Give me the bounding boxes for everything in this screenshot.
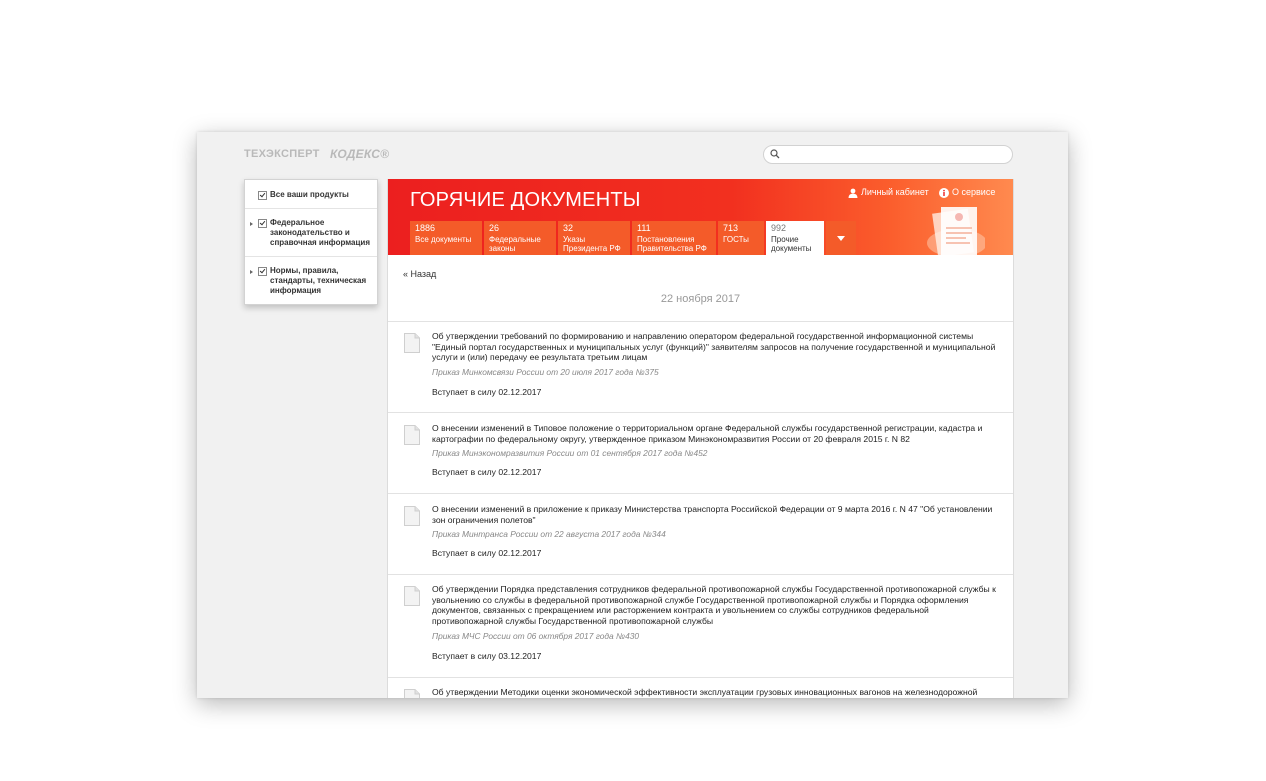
file-icon (404, 689, 420, 698)
divider (388, 412, 1013, 413)
document-title-link[interactable]: Об утверждении требований по формированию и направлению оператором федеральной государственной информационной системы "Единый портал государственных и муниципальных услуг (функций)" заявителям запросов на получение государственной и муниципальной услуги и (или) передачу ее результата третьим лицам (432, 331, 996, 363)
product-filter-panel (244, 179, 378, 305)
tab-count: 992 (771, 223, 787, 233)
checkbox[interactable] (258, 219, 267, 228)
expand-arrow-icon[interactable] (250, 270, 253, 274)
tab-president-decrees[interactable] (558, 221, 630, 255)
account-label: Личный кабинет (861, 187, 929, 197)
info-icon (939, 188, 949, 198)
tab-label: Все документы (415, 235, 472, 244)
sidebar-item-label: Все ваши продукты (270, 190, 349, 199)
divider (388, 321, 1013, 322)
document-title-link[interactable]: О внесении изменений в приложение к приказу Министерства транспорта Российской Федерации от 9 марта 2016 г. N 47 "Об установлении зон ограничения полетов" (432, 504, 993, 525)
top-bar (197, 132, 1068, 176)
document-title-link[interactable]: Об утверждении Порядка представления сотрудников федеральной противопожарной службы Государственной противопожарной службы к увольнению со службы в федеральной противопожарной службе Государственной противопожарной службы и Порядка оформления документов, связанных с прекращением или расторжением контракта и увольнением со службы сотрудников федеральной противопожарной службы Государственной противопожарной службы (432, 584, 996, 626)
divider (388, 677, 1013, 678)
about-label: О сервисе (952, 187, 996, 197)
document-source: Приказ Минтранса России от 22 августа 2017 года №344 (432, 529, 666, 539)
tab-count: 713 (723, 223, 739, 233)
search-input[interactable] (763, 145, 1013, 164)
divider (245, 256, 377, 257)
file-icon (404, 586, 420, 606)
main-content (387, 179, 1014, 698)
document-source: Приказ Минкомсвязи России от 20 июля 2017 года №375 (432, 367, 659, 377)
browser-window (197, 132, 1068, 698)
document-source: Приказ Минэкономразвития России от 01 сентября 2017 года №452 (432, 448, 708, 458)
expand-arrow-icon[interactable] (250, 222, 253, 226)
tab-label: Указы Президента РФ (563, 235, 621, 253)
tab-label: ГОСТы (723, 235, 749, 244)
divider (388, 574, 1013, 575)
checkbox[interactable] (258, 191, 267, 200)
sidebar-item-label: Нормы, правила, стандарты, техническая информация (270, 266, 367, 295)
divider (245, 208, 377, 209)
document-effective-date: Вступает в силу 02.12.2017 (432, 548, 542, 558)
account-link[interactable] (848, 187, 929, 198)
back-link[interactable]: « Назад (403, 269, 437, 279)
search-icon (770, 149, 780, 159)
date-heading: 22 ноября 2017 (660, 293, 741, 305)
about-service-link[interactable] (939, 187, 995, 198)
document-effective-date: Вступает в силу 03.12.2017 (432, 651, 542, 661)
file-icon (404, 506, 420, 526)
divider (388, 493, 1013, 494)
tab-gosts[interactable] (718, 221, 764, 255)
checkbox[interactable] (258, 267, 267, 276)
tab-label: Федеральные законы (489, 235, 541, 253)
tab-other-documents[interactable] (766, 221, 824, 255)
document-title-link[interactable]: О внесении изменений в Типовое положение о территориальном органе Федеральной службы государственной регистрации, кадастра и картографии по федеральному округу, утвержденное приказом Минэкономразвития России от 20 февраля 2015 г. N 82 (432, 423, 983, 444)
sidebar-item-label: Федеральное законодательство и справочная информация (270, 218, 371, 247)
document-source: Приказ МЧС России от 06 октября 2017 года №430 (432, 631, 640, 641)
file-icon (404, 425, 420, 445)
tab-federal-laws[interactable] (484, 221, 556, 255)
tab-count: 32 (563, 223, 574, 233)
techexpert-logo[interactable]: ТЕХЭКСПЕРТ (244, 148, 320, 160)
document-effective-date: Вступает в силу 02.12.2017 (432, 387, 542, 397)
tab-count: 26 (489, 223, 500, 233)
page-title: ГОРЯЧИЕ ДОКУМЕНТЫ (410, 189, 641, 211)
document-effective-date: Вступает в силу 02.12.2017 (432, 467, 542, 477)
hot-docs-banner (388, 179, 1013, 255)
tab-label: Прочие документы (771, 235, 812, 253)
file-icon (404, 333, 420, 353)
tab-government-resolutions[interactable] (632, 221, 716, 255)
kodeks-logo[interactable]: КОДЕКС® (330, 147, 390, 161)
user-icon (848, 188, 858, 198)
more-tabs-dropdown[interactable] (826, 221, 856, 255)
tab-count: 111 (637, 223, 651, 233)
tab-count: 1886 (415, 223, 436, 233)
document-title-link[interactable]: Об утверждении Методики оценки экономической эффективности эксплуатации грузовых инновационных вагонов на железнодорожной (432, 687, 978, 697)
tab-label: Постановления Правительства РФ (637, 235, 707, 253)
documents-illustration-icon (921, 201, 985, 255)
tab-all-documents[interactable] (410, 221, 482, 255)
